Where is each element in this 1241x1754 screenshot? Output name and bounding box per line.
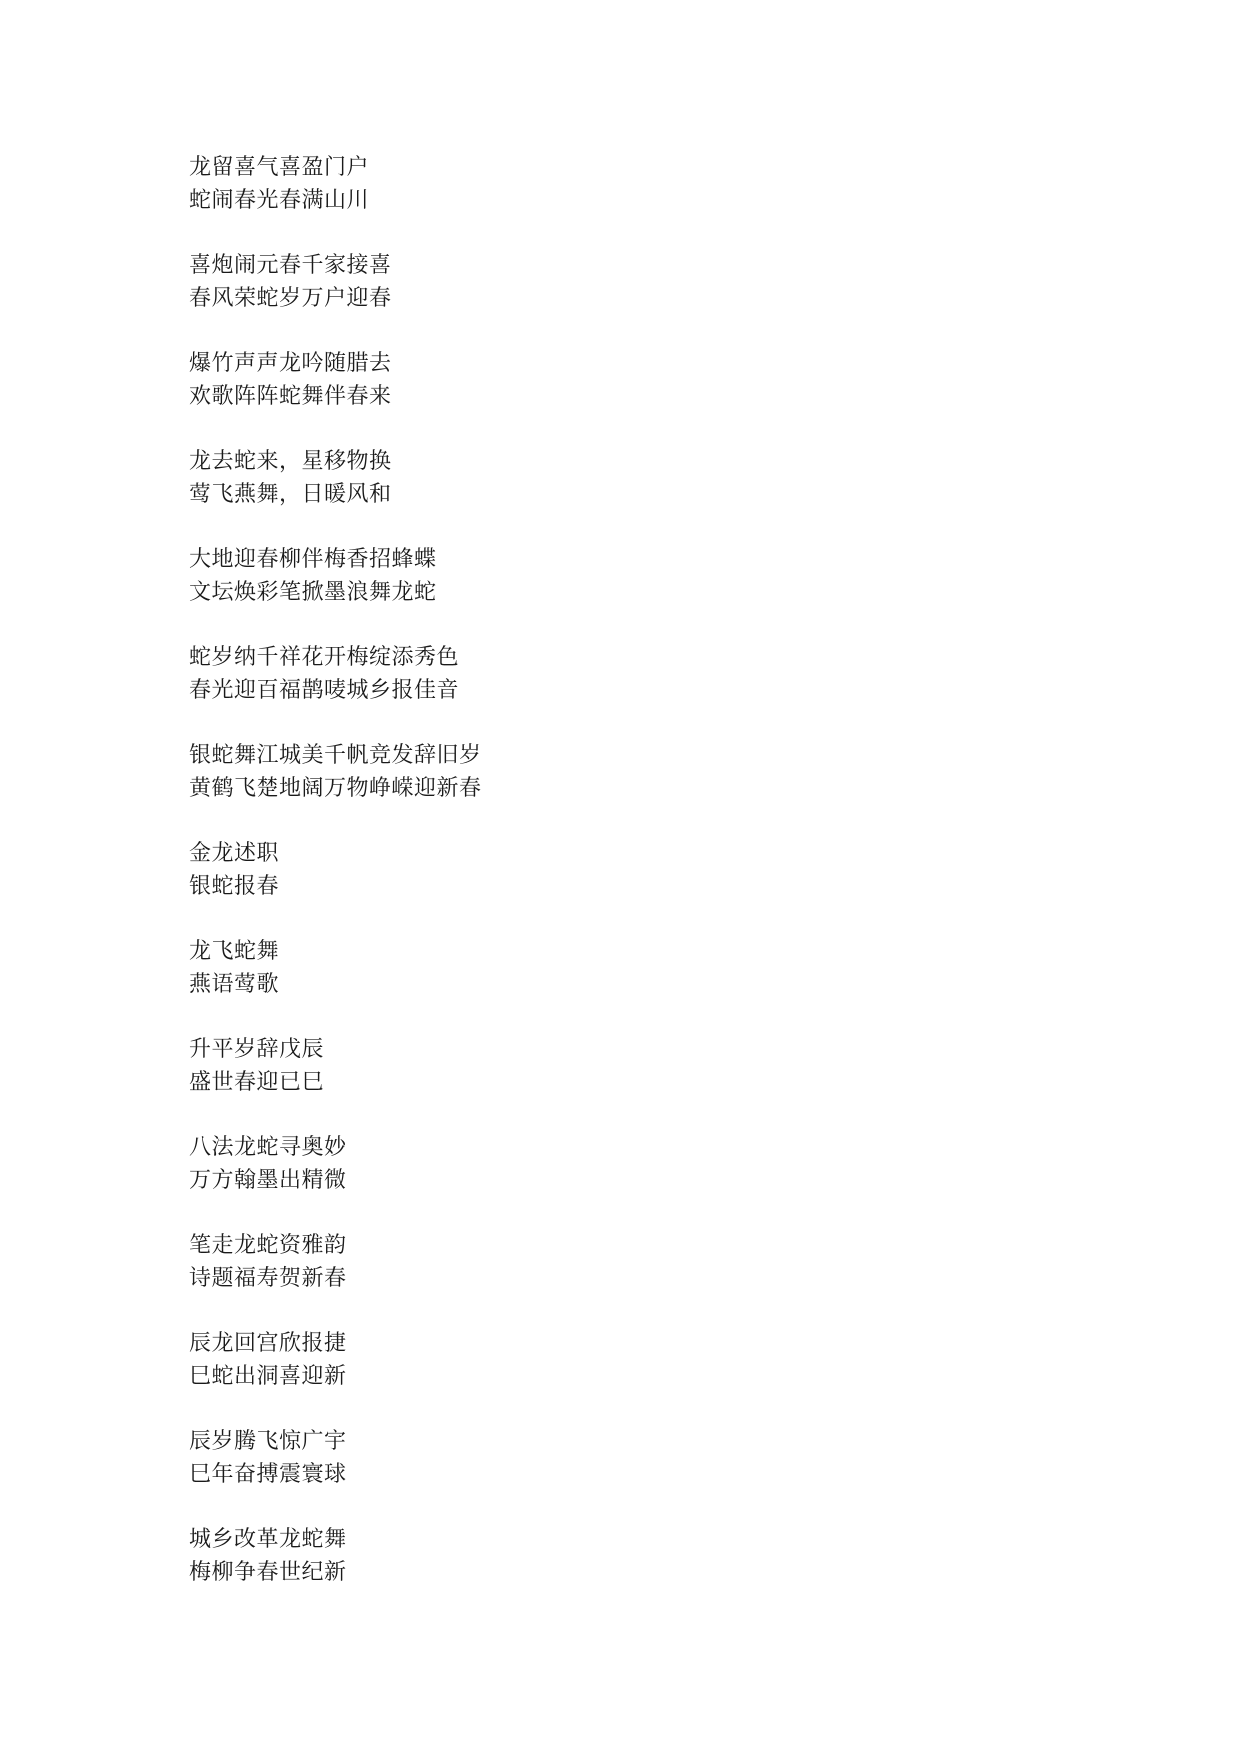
couplet — [189, 837, 482, 935]
couplet — [189, 249, 482, 347]
couplet-lower-line: 万方翰墨出精微 — [189, 1168, 347, 1193]
couplet — [189, 1131, 482, 1229]
couplet-lower-line: 巳年奋搏震寰球 — [189, 1462, 347, 1487]
couplet-lower-line: 梅柳争春世纪新 — [189, 1560, 347, 1585]
couplet — [189, 739, 482, 837]
couplet-lower-line: 文坛焕彩笔掀墨浪舞龙蛇 — [189, 580, 437, 605]
couplet-upper-line: 八法龙蛇寻奥妙 — [189, 1135, 347, 1160]
couplet-upper-line: 金龙述职 — [189, 841, 280, 866]
couplet-lower-line: 黄鹤飞楚地阔万物峥嵘迎新春 — [189, 776, 482, 801]
couplet — [189, 151, 482, 249]
couplet-lower-line: 莺飞燕舞，日暖风和 — [189, 482, 392, 507]
couplet — [189, 1523, 482, 1621]
couplet — [189, 1033, 482, 1131]
couplet-lower-line: 蛇闹春光春满山川 — [189, 188, 370, 213]
couplet-lower-line: 春风荣蛇岁万户迎春 — [189, 286, 392, 311]
couplet-upper-line: 笔走龙蛇资雅韵 — [189, 1233, 347, 1258]
couplet-lower-line: 诗题福寿贺新春 — [189, 1266, 347, 1291]
couplet — [189, 935, 482, 1033]
couplet-upper-line: 蛇岁纳千祥花开梅绽添秀色 — [189, 645, 460, 670]
couplet-upper-line: 龙留喜气喜盈门户 — [189, 155, 370, 180]
couplet-lower-line: 燕语莺歌 — [189, 972, 280, 997]
couplet — [189, 1229, 482, 1327]
couplet-lower-line: 盛世春迎已巳 — [189, 1070, 325, 1095]
couplet-upper-line: 龙飞蛇舞 — [189, 939, 280, 964]
couplet — [189, 1327, 482, 1425]
couplet-lower-line: 巳蛇出洞喜迎新 — [189, 1364, 347, 1389]
couplet — [189, 445, 482, 543]
couplet-upper-line: 喜炮闹元春千家接喜 — [189, 253, 392, 278]
couplet — [189, 1425, 482, 1523]
couplet-lower-line: 欢歌阵阵蛇舞伴春来 — [189, 384, 392, 409]
couplet-upper-line: 爆竹声声龙吟随腊去 — [189, 351, 392, 376]
couplet-upper-line: 辰岁腾飞惊广宇 — [189, 1429, 347, 1454]
couplet-upper-line: 大地迎春柳伴梅香招蜂蝶 — [189, 547, 437, 572]
couplet-upper-line: 城乡改革龙蛇舞 — [189, 1527, 347, 1552]
couplet-upper-line: 银蛇舞江城美千帆竞发辞旧岁 — [189, 743, 482, 768]
couplet — [189, 543, 482, 641]
couplet-lower-line: 春光迎百福鹊唛城乡报佳音 — [189, 678, 460, 703]
couplet — [189, 347, 482, 445]
couplet-upper-line: 辰龙回宫欣报捷 — [189, 1331, 347, 1356]
couplet-list — [189, 151, 482, 1621]
couplet-upper-line: 龙去蛇来，星移物换 — [189, 449, 392, 474]
couplet-upper-line: 升平岁辞戊辰 — [189, 1037, 325, 1062]
couplet — [189, 641, 482, 739]
couplet-lower-line: 银蛇报春 — [189, 874, 280, 899]
